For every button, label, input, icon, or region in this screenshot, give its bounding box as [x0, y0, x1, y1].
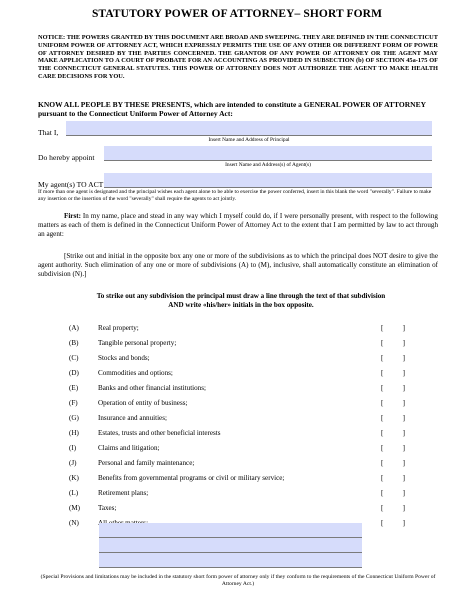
- subdivision-letter: (F): [69, 399, 78, 407]
- subdivision-row: [38, 399, 438, 411]
- first-lead: First:: [64, 212, 81, 220]
- subdivision-letter: (I): [69, 444, 77, 452]
- box-right-bracket: ]: [402, 429, 405, 437]
- box-right-bracket: ]: [402, 444, 405, 452]
- box-right-bracket: ]: [402, 354, 405, 362]
- box-left-bracket: [: [381, 369, 384, 377]
- box-left-bracket: [: [381, 384, 384, 392]
- document-title: STATUTORY POWER OF ATTORNEY– SHORT FORM: [91, 8, 383, 20]
- box-left-bracket: [: [381, 489, 384, 497]
- subdivision-row: [38, 339, 438, 351]
- box-right-bracket: ]: [402, 414, 405, 422]
- subdivision-row: [38, 354, 438, 366]
- principal-field[interactable]: [66, 121, 432, 136]
- know-all-paragraph: KNOW ALL PEOPLE BY THESE PRESENTS, which are intended to constitute a GENERAL POWER OF ATTORNEY pursuant to the Connecticut Uniform Power of Attorney Act:: [38, 100, 426, 119]
- principal-caption: Insert Name and Address of Principal: [208, 137, 290, 143]
- box-left-bracket: [: [381, 414, 384, 422]
- subdivision-letter: (E): [69, 384, 79, 392]
- box-left-bracket: [: [381, 399, 384, 407]
- subdivision-text[interactable]: Taxes;: [98, 504, 117, 512]
- subdivision-row: [38, 474, 438, 486]
- subdivision-row: [38, 324, 438, 336]
- box-left-bracket: [: [381, 504, 384, 512]
- subdivision-letter: (B): [69, 339, 79, 347]
- subdivision-text[interactable]: Retirement plans;: [98, 489, 149, 497]
- subdivision-text[interactable]: Operation of entity of business;: [98, 399, 188, 407]
- subdivision-text[interactable]: Estates, trusts and other beneficial interests: [98, 429, 221, 437]
- subdivision-text[interactable]: Insurance and annuities;: [98, 414, 167, 422]
- subdivision-letter: (C): [69, 354, 79, 362]
- agent-caption: Insert Name and Address(s) of Agent(s): [225, 162, 311, 168]
- footer-note: (Special Provisions and limitations may be included in the statutory short form power of attorney only if they conform to the requirements of the Connecticut Uniform Power of Attorney Act.): [40, 574, 436, 587]
- subdivision-letter: (M): [69, 504, 81, 512]
- subdivision-letter: (L): [69, 489, 79, 497]
- notice-paragraph: NOTICE: THE POWERS GRANTED BY THIS DOCUMENT ARE BROAD AND SWEEPING. THEY ARE DEFINED IN THE CONNECTICUT UNIFORM POWER OF ATTORNEY ACT, WHICH EXPRESSLY PERMITS THE USE OF ANY OTHER OR DIFFERENT FORM OF POWER OF ATTORNEY DESIRED BY THE PARTIES CONCERNED. THE GRANTOR OF ANY POWER OF ATTORNEY OR THE AGENT MAY MAKE APPLICATION TO A COURT OF PROBATE FOR AN ACCOUNTING AS PROVIDED IN SUBSECTION (b) OF SECTION 45a-175 OF THE CONNECTICUT GENERAL STATUTES. THIS POWER OF ATTORNEY DOES NOT AUTHORIZE THE AGENT TO MAKE HEALTH CARE DECISIONS FOR YOU.: [38, 34, 438, 80]
- agent-field[interactable]: [104, 146, 432, 161]
- appoint-label: Do hereby appoint: [38, 153, 95, 162]
- subdivision-row: [38, 504, 438, 516]
- agent-act-label: My agent(s) TO ACT: [38, 180, 104, 189]
- subdivision-text[interactable]: Personal and family maintenance;: [98, 459, 195, 467]
- subdivision-text[interactable]: Commodities and options;: [98, 369, 173, 377]
- subdivision-letter: (A): [69, 324, 79, 332]
- subdivision-row: [38, 384, 438, 396]
- subdivision-letter: (J): [69, 459, 77, 467]
- subdivision-text[interactable]: Benefits from governmental programs or civil or military service;: [98, 474, 285, 482]
- box-right-bracket: ]: [402, 324, 405, 332]
- special-provisions-field-2[interactable]: [99, 538, 362, 553]
- subdivision-text[interactable]: Real property;: [98, 324, 139, 332]
- subdivision-row: [38, 414, 438, 426]
- subdivision-letter: (G): [69, 414, 79, 422]
- box-right-bracket: ]: [402, 369, 405, 377]
- subdivision-row: [38, 369, 438, 381]
- severally-note: If more than one agent is designated and the principal wishes each agent alone to be able to exercise the power conferred, insert in this blank the word "severally". Failure to make any insertion or the insertion of the word "severally" shall require the agents to act jointly.: [38, 189, 432, 202]
- box-left-bracket: [: [381, 339, 384, 347]
- first-text: In my name, place and stead in any way which I myself could do, if I were personally present, with respect to the following matters as each of them is defined in the Connecticut Uniform Power of Attorney Act to the extent that I am permitted by law to act through an agent:: [38, 212, 438, 238]
- strike-heading: To strike out any subdivision the principal must draw a line through the text of that subdivision AND write «his/her» initials in the box opposite.: [96, 292, 386, 309]
- act-manner-field[interactable]: [104, 173, 432, 188]
- first-paragraph: [38, 212, 438, 239]
- subdivision-letter: (K): [69, 474, 79, 482]
- subdivision-letter: (H): [69, 429, 79, 437]
- box-left-bracket: [: [381, 354, 384, 362]
- subdivision-row: [38, 444, 438, 456]
- box-left-bracket: [: [381, 324, 384, 332]
- subdivision-text[interactable]: Stocks and bonds;: [98, 354, 150, 362]
- box-right-bracket: ]: [402, 339, 405, 347]
- box-left-bracket: [: [381, 459, 384, 467]
- box-right-bracket: ]: [402, 519, 405, 527]
- strike-paragraph: [Strike out and initial in the opposite box any one or more of the subdivisions as to which the principal does NOT desire to give the agent authority. Such elimination of any one or more of subdivisions (A) to (M), inclusive, shall automatically constitute an elimination of subdivision (N).]: [38, 252, 438, 278]
- subdivision-row: [38, 459, 438, 471]
- subdivision-text[interactable]: Banks and other financial institutions;: [98, 384, 206, 392]
- box-right-bracket: ]: [402, 489, 405, 497]
- subdivision-text[interactable]: Claims and litigation;: [98, 444, 160, 452]
- box-right-bracket: ]: [402, 474, 405, 482]
- box-right-bracket: ]: [402, 399, 405, 407]
- subdivision-row: [38, 489, 438, 501]
- box-left-bracket: [: [381, 444, 384, 452]
- box-right-bracket: ]: [402, 384, 405, 392]
- special-provisions-field-3[interactable]: [99, 553, 362, 568]
- special-provisions-field-1[interactable]: [99, 523, 362, 538]
- box-left-bracket: [: [381, 519, 384, 527]
- box-right-bracket: ]: [402, 504, 405, 512]
- box-left-bracket: [: [381, 429, 384, 437]
- that-i-label: That I,: [38, 128, 59, 137]
- subdivision-text[interactable]: Tangible personal property;: [98, 339, 177, 347]
- subdivision-letter: (D): [69, 369, 79, 377]
- subdivision-letter: (N): [69, 519, 79, 527]
- subdivision-row: [38, 429, 438, 441]
- box-left-bracket: [: [381, 474, 384, 482]
- box-right-bracket: ]: [402, 459, 405, 467]
